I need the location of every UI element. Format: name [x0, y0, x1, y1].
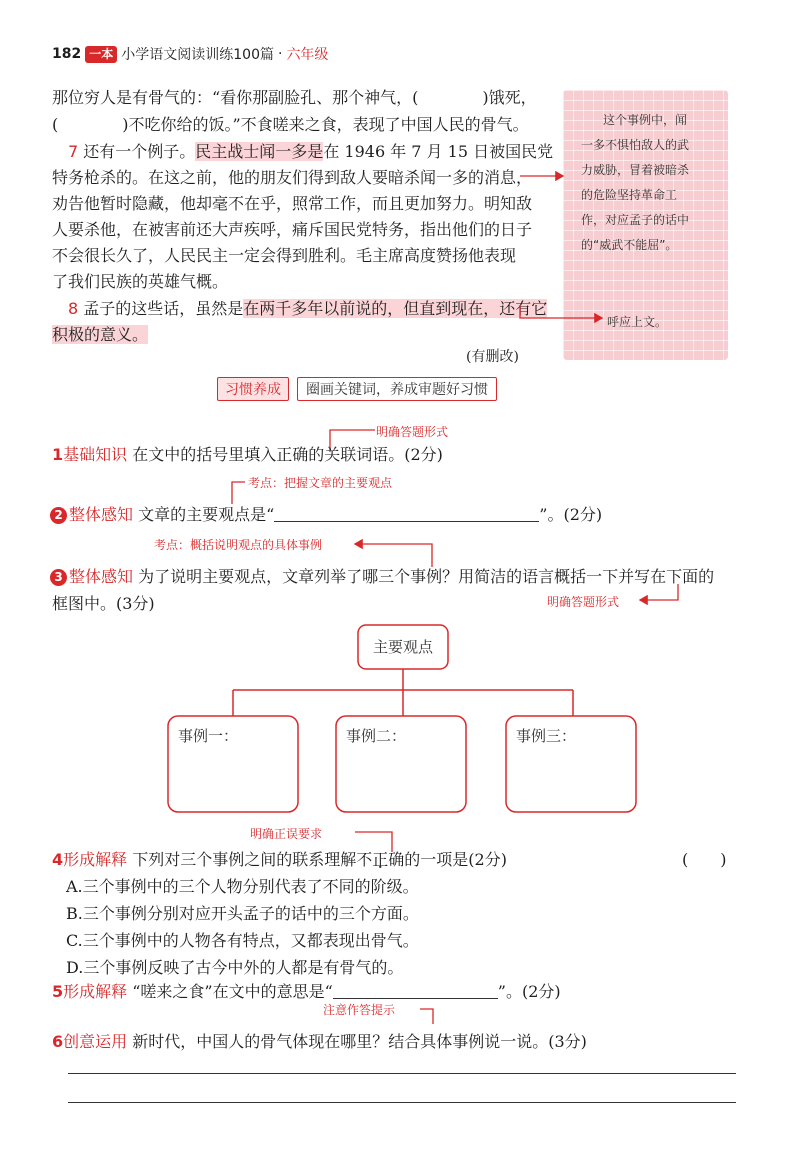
annotation-pointer [355, 544, 432, 567]
grade-label: 六年级 [286, 47, 329, 63]
passage-line: 劝告他暂时隐藏，他却毫不在乎，照常工作，而且更加努力。明知敌 [52, 194, 533, 213]
question-3 [50, 565, 714, 589]
source-note: (有删改) [466, 349, 519, 365]
option-b[interactable]: B.三个事例分别对应开头孟子的话中的三个方面。 [66, 904, 419, 923]
question-number: 3 [50, 569, 67, 586]
question-text: 新时代，中国人的骨气体现在哪里？结合具体事例说一说。(3分) [132, 1032, 587, 1051]
question-text: 在文中的括号里填入正确的关联词语。(2分) [132, 445, 443, 464]
question-6 [52, 1030, 587, 1054]
main-idea-label: 主要观点 [372, 638, 434, 656]
passage-line: 了我们民族的英雄气概。 [52, 272, 229, 291]
echo-arrow [520, 305, 602, 318]
diagram-connector [233, 669, 573, 716]
series-title: 小学语文阅读训练100篇 [121, 47, 274, 63]
question-tag: 形成解释 [63, 850, 128, 869]
highlighted-text: 民主战士闻一多是 [195, 142, 324, 161]
annotation-answer-format: 明确答题形式 [547, 595, 620, 609]
annotation-answer-hint: 注意作答提示 [323, 1003, 396, 1017]
question-tag: 整体感知 [69, 505, 134, 524]
example-label-3: 事例三： [516, 727, 577, 745]
question-tag: 形成解释 [63, 982, 128, 1001]
question-number: 4 [52, 850, 64, 869]
example-label-1: 事例一： [178, 727, 239, 745]
habit-text: 圈画关键词，养成审题好习惯 [297, 377, 497, 401]
brand-logo: 一本 [85, 46, 117, 63]
question-text: 为了说明主要观点，文章列举了哪三个事例？用简洁的语言概括一下并写在下面的 [138, 567, 715, 586]
answer-paren[interactable]: ( ) [682, 850, 727, 869]
question-1 [52, 443, 443, 467]
question-text: ”。(2分) [497, 982, 561, 1001]
margin-note-line: 的“威武不能屈”。 [581, 238, 678, 252]
passage-line: 人要杀他，在被害前还大声疾呼，痛斥国民党特务，指出他们的日子 [52, 220, 533, 239]
margin-note-line: 作，对应孟子的话中 [581, 213, 690, 227]
question-number: 5 [52, 982, 64, 1001]
question-2 [50, 503, 602, 527]
header-separator: · [277, 46, 283, 62]
margin-note-echo: 呼应上文。 [607, 315, 668, 329]
question-number: 6 [52, 1032, 64, 1051]
question-text: ”。(2分) [539, 505, 603, 524]
question-text: 的一项是(2分) [404, 850, 507, 869]
option-c[interactable]: C.三个事例中的人物各有特点，又都表现出骨气。 [66, 931, 419, 950]
annotation-pointer [232, 482, 245, 504]
question-4 [52, 848, 507, 872]
annotation-examples: 考点：概括说明观点的具体事例 [154, 538, 323, 552]
question-number: 1 [52, 445, 64, 464]
annotation-pointer [420, 1009, 433, 1024]
answer-blank[interactable] [274, 505, 539, 522]
passage-line: ( )不吃你给的饭。”不食嗟来之食，表现了中国人民的骨气。 [52, 115, 529, 134]
highlighted-text: 积极的意义。 [52, 325, 149, 344]
question-tag: 整体感知 [69, 567, 134, 586]
answer-line[interactable] [68, 1102, 736, 1103]
answer-line[interactable] [68, 1073, 736, 1074]
answer-blank[interactable] [333, 982, 498, 999]
option-a[interactable]: A.三个事例中的三个人物分别代表了不同的阶级。 [66, 877, 419, 896]
habit-row [217, 377, 497, 401]
question-5 [52, 980, 561, 1004]
annotation-correctness: 明确正误要求 [250, 827, 323, 841]
example-label-2: 事例二： [346, 727, 407, 745]
margin-note-line: 这个事例中，闻 [603, 113, 688, 127]
option-d[interactable]: D.三个事例反映了古今中外的人都是有骨气的。 [66, 958, 404, 977]
passage-line: 特务枪杀的。在这之前，他的朋友们得到敌人要暗杀闻一多的消息， [52, 168, 533, 187]
margin-note-line: 的危险坚持革命工 [581, 188, 678, 202]
passage-text: 在 1946 年 7 月 15 日被国民党 [323, 142, 554, 161]
question-text: 文章的主要观点是“ [138, 505, 275, 524]
question-text: 框图中。(3分) [52, 594, 155, 613]
paragraph-number: 8 [68, 299, 79, 318]
paragraph-number: 7 [68, 142, 79, 161]
habit-tag: 习惯养成 [217, 377, 289, 401]
highlighted-text: 在两千多年以前说的，但直到现在，还有它 [243, 299, 548, 318]
passage-text: 还有一个例子。 [83, 142, 196, 161]
question-tag: 创意运用 [63, 1032, 128, 1051]
question-tag: 基础知识 [63, 445, 128, 464]
annotation-answer-format: 明确答题形式 [376, 425, 449, 439]
passage-line: 那位穷人是有骨气的：“看你那副脸孔、那个神气，( )饿死， [52, 88, 537, 107]
margin-note-line: 一多不惧怕敌人的武 [581, 138, 690, 152]
emphasized-text: 不正确 [356, 850, 405, 869]
margin-note-line: 力威胁，冒着被暗杀 [581, 163, 690, 177]
passage-line: 不会很长久了，人民民主一定会得到胜利。毛主席高度赞扬他表现 [52, 246, 517, 265]
question-text: “嗟来之食”在文中的意思是“ [132, 982, 333, 1001]
question-text: 下列对三个事例之间的联系理解 [132, 850, 357, 869]
annotation-main-idea: 考点：把握文章的主要观点 [248, 476, 393, 490]
passage-text: 孟子的这些话，虽然是 [83, 299, 244, 318]
page-number: 182 [52, 46, 82, 62]
question-number: 2 [50, 507, 67, 524]
